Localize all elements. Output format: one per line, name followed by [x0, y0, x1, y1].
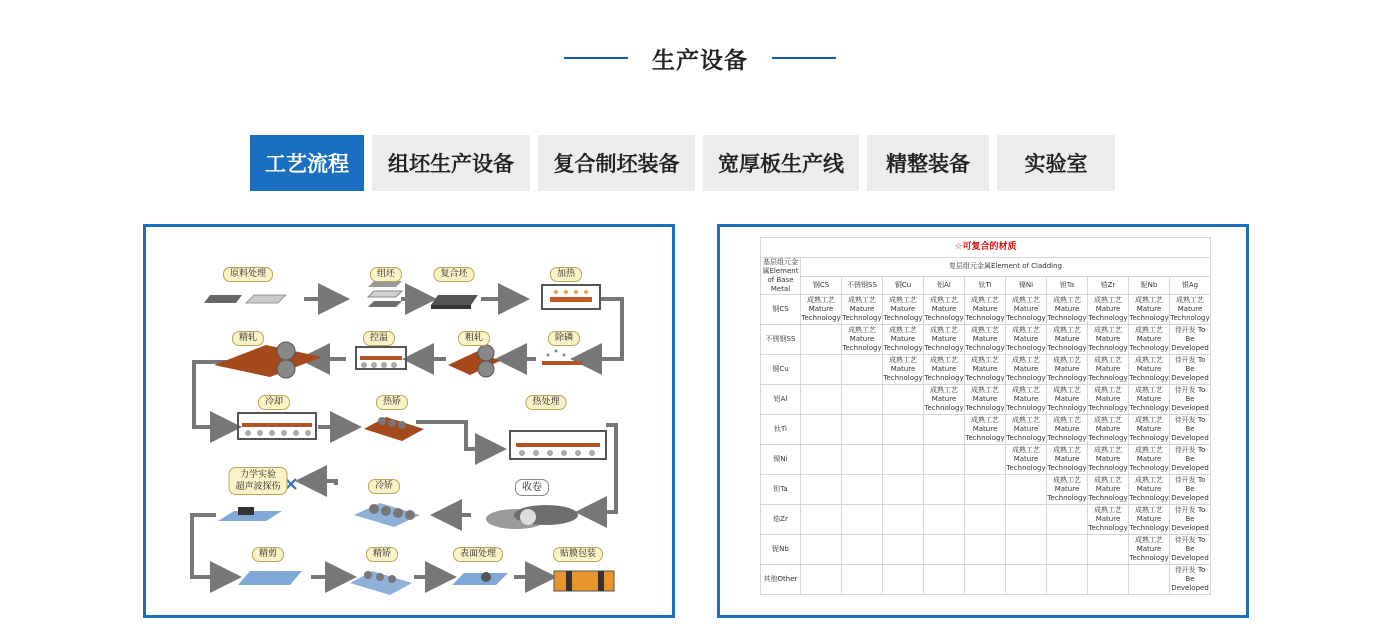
table-cell	[801, 415, 842, 445]
flow-label-surface: 表面处理	[453, 547, 503, 562]
table-cell: 成熟工艺 Mature Technology	[1047, 295, 1088, 325]
flow-label-hot-straighten: 热矫	[376, 395, 408, 410]
row-header: 铝Al	[761, 385, 801, 415]
table-cell: 成熟工艺 Mature Technology	[924, 355, 965, 385]
table-cell	[883, 415, 924, 445]
table-cell	[965, 445, 1006, 475]
table-cell: 成熟工艺 Mature Technology	[1088, 475, 1129, 505]
table-cell	[842, 415, 883, 445]
table-cell	[1047, 565, 1088, 595]
flow-label-assemble: 组坯	[370, 267, 402, 282]
table-cell	[801, 535, 842, 565]
flow-label-test-line1: 力学实验	[239, 470, 277, 480]
table-cell	[801, 325, 842, 355]
column-header: 铜Cu	[883, 276, 924, 295]
table-cell: 成熟工艺 Mature Technology	[1047, 355, 1088, 385]
column-header: 铝Al	[924, 276, 965, 295]
title-line-left	[564, 57, 628, 59]
flow-label-test	[228, 467, 287, 495]
table-cell	[924, 535, 965, 565]
table-cell: 成熟工艺 Mature Technology	[924, 325, 965, 355]
table-cell: 待开发 To Be Developed	[1170, 415, 1211, 445]
connector	[194, 362, 226, 427]
flow-label-fine-cut: 精剪	[252, 547, 284, 562]
table-cell	[842, 385, 883, 415]
row-header: 其他Other	[761, 565, 801, 595]
table-row	[761, 295, 1211, 325]
table-cell: 成熟工艺 Mature Technology	[924, 385, 965, 415]
table-cell: 成熟工艺 Mature Technology	[1170, 295, 1211, 325]
row-header: 钢CS	[761, 295, 801, 325]
fine-cut-plate	[238, 571, 302, 585]
cladding-column-group-header: 复层组元金属Element of Cladding	[801, 258, 1211, 277]
table-cell: 成熟工艺 Mature Technology	[1088, 355, 1129, 385]
row-header: 铌Nb	[761, 535, 801, 565]
title-line-right	[772, 57, 836, 59]
table-row	[761, 415, 1211, 445]
table-cell	[883, 505, 924, 535]
table-cell: 成熟工艺 Mature Technology	[1006, 445, 1047, 475]
connector	[416, 422, 491, 449]
column-header-row	[761, 276, 1211, 295]
table-cell	[842, 355, 883, 385]
table-cell: 成熟工艺 Mature Technology	[965, 295, 1006, 325]
table-cell: 成熟工艺 Mature Technology	[1129, 385, 1170, 415]
table-cell: 成熟工艺 Mature Technology	[1006, 295, 1047, 325]
flow-label-descale: 除磷	[548, 331, 580, 346]
table-row	[761, 565, 1211, 595]
table-cell: 成熟工艺 Mature Technology	[1088, 295, 1129, 325]
column-header: 铌Nb	[1129, 276, 1170, 295]
row-header: 锆Zr	[761, 505, 801, 535]
table-cell: 成熟工艺 Mature Technology	[1088, 445, 1129, 475]
table-cell: 成熟工艺 Mature Technology	[1006, 355, 1047, 385]
table-cell: 成熟工艺 Mature Technology	[1129, 325, 1170, 355]
test-bench	[218, 507, 282, 521]
heat-treatment-furnace	[510, 431, 606, 459]
table-cell: 成熟工艺 Mature Technology	[883, 295, 924, 325]
packaging	[554, 571, 614, 591]
flow-label-pack: 贴膜包装	[553, 547, 603, 562]
table-cell: 待开发 To Be Developed	[1170, 385, 1211, 415]
row-header: 镍Ni	[761, 445, 801, 475]
table-cell	[1088, 535, 1129, 565]
table-cell	[801, 385, 842, 415]
table-cell: 成熟工艺 Mature Technology	[1129, 445, 1170, 475]
table-cell: 待开发 To Be Developed	[1170, 355, 1211, 385]
descaling	[542, 350, 582, 366]
table-cell: 成熟工艺 Mature Technology	[1129, 535, 1170, 565]
connector	[311, 481, 336, 485]
column-header: 银Ag	[1170, 276, 1211, 295]
cladding-table	[760, 237, 1211, 595]
column-header: 不锈钢SS	[842, 276, 883, 295]
table-cell	[1006, 475, 1047, 505]
flow-label-raw: 原料处理	[223, 267, 273, 282]
table-cell: 成熟工艺 Mature Technology	[924, 295, 965, 325]
table-cell	[842, 505, 883, 535]
table-cell: 成熟工艺 Mature Technology	[1129, 475, 1170, 505]
tab-process-flow[interactable]: 工艺流程	[250, 135, 364, 191]
table-cell	[1047, 505, 1088, 535]
table-cell: 成熟工艺 Mature Technology	[965, 355, 1006, 385]
section-header	[0, 40, 1400, 76]
assemble-stack	[368, 281, 402, 307]
table-cell	[1047, 535, 1088, 565]
tab-finishing[interactable]: 精整装备	[867, 135, 989, 191]
flow-label-test-line2: 超声波探伤	[235, 482, 281, 492]
table-cell	[883, 475, 924, 505]
table-cell: 成熟工艺 Mature Technology	[965, 385, 1006, 415]
column-header: 钢CS	[801, 276, 842, 295]
flow-label-coil: 收卷	[515, 479, 549, 496]
flow-label-heat: 加热	[550, 267, 582, 282]
table-cell	[842, 475, 883, 505]
table-cell: 成熟工艺 Mature Technology	[1047, 415, 1088, 445]
table-cell	[1088, 565, 1129, 595]
table-cell	[1006, 565, 1047, 595]
cladding-table-title: ☆可复合的材质	[761, 238, 1211, 258]
table-cell: 成熟工艺 Mature Technology	[1047, 475, 1088, 505]
table-cell	[801, 565, 842, 595]
table-cell: 成熟工艺 Mature Technology	[801, 295, 842, 325]
flow-label-cool: 冷却	[258, 395, 290, 410]
table-cell	[965, 565, 1006, 595]
table-cell	[1006, 535, 1047, 565]
table-cell: 成熟工艺 Mature Technology	[1088, 325, 1129, 355]
table-cell: 成熟工艺 Mature Technology	[842, 325, 883, 355]
heating-furnace	[542, 285, 600, 309]
connector	[192, 515, 226, 577]
table-cell	[801, 475, 842, 505]
table-cell: 成熟工艺 Mature Technology	[1129, 505, 1170, 535]
hot-straightener	[364, 417, 424, 441]
table-cell	[965, 475, 1006, 505]
table-cell: 待开发 To Be Developed	[1170, 325, 1211, 355]
table-row	[761, 445, 1211, 475]
tab-billet-equipment[interactable]: 组坯生产设备	[372, 135, 530, 191]
table-cell: 成熟工艺 Mature Technology	[1129, 355, 1170, 385]
finish-straightener	[350, 571, 412, 595]
table-cell	[924, 505, 965, 535]
table-cell	[924, 445, 965, 475]
table-cell: 成熟工艺 Mature Technology	[1129, 295, 1170, 325]
table-cell: 成熟工艺 Mature Technology	[1088, 415, 1129, 445]
row-header: 铜Cu	[761, 355, 801, 385]
table-cell: 成熟工艺 Mature Technology	[1047, 325, 1088, 355]
flow-label-temp-ctrl: 控温	[363, 331, 395, 346]
page-title: 生产设备	[652, 47, 748, 74]
table-cell	[883, 565, 924, 595]
cladding-table-panel[interactable]	[717, 224, 1249, 618]
table-cell: 成熟工艺 Mature Technology	[1129, 415, 1170, 445]
table-row	[761, 385, 1211, 415]
tab-plate-line[interactable]: 宽厚板生产线	[703, 135, 859, 191]
table-cell	[924, 415, 965, 445]
flow-label-finish-roll: 精轧	[232, 331, 264, 346]
table-row	[761, 505, 1211, 535]
table-cell: 成熟工艺 Mature Technology	[965, 415, 1006, 445]
table-cell: 待开发 To Be Developed	[1170, 505, 1211, 535]
cold-straightener	[354, 503, 420, 527]
cooling-bed	[238, 413, 316, 439]
table-cell: 成熟工艺 Mature Technology	[1006, 325, 1047, 355]
table-cell	[842, 565, 883, 595]
table-cell: 待开发 To Be Developed	[1170, 475, 1211, 505]
table-cell: 待开发 To Be Developed	[1170, 565, 1211, 595]
table-cell: 成熟工艺 Mature Technology	[1006, 415, 1047, 445]
table-cell	[883, 535, 924, 565]
table-cell: 成熟工艺 Mature Technology	[842, 295, 883, 325]
rough-rolling-mill	[448, 345, 500, 377]
table-cell	[924, 565, 965, 595]
tab-composite-equipment[interactable]: 复合制坯装备	[538, 135, 695, 191]
table-cell: 成熟工艺 Mature Technology	[1088, 385, 1129, 415]
table-cell	[883, 385, 924, 415]
table-cell: 待开发 To Be Developed	[1170, 445, 1211, 475]
table-cell	[924, 475, 965, 505]
table-cell: 成熟工艺 Mature Technology	[1088, 505, 1129, 535]
table-cell	[842, 445, 883, 475]
connector	[591, 425, 616, 512]
surface-treatment	[452, 572, 508, 585]
table-row	[761, 355, 1211, 385]
table-cell	[965, 535, 1006, 565]
table-corner-header: 基层组元金属Element of Base Metal	[761, 258, 801, 295]
table-row	[761, 535, 1211, 565]
coil	[486, 505, 578, 529]
column-header: 钽Ta	[1047, 276, 1088, 295]
table-row	[761, 475, 1211, 505]
table-cell	[801, 355, 842, 385]
table-cell	[801, 505, 842, 535]
table-cell	[1129, 565, 1170, 595]
row-header: 钛Ti	[761, 415, 801, 445]
composite-billet	[431, 295, 478, 309]
flow-label-composite: 复合坯	[433, 267, 474, 282]
flow-label-rough-roll: 粗轧	[458, 331, 490, 346]
table-cell: 成熟工艺 Mature Technology	[1047, 445, 1088, 475]
process-flow-panel[interactable]	[143, 224, 675, 618]
table-cell: 成熟工艺 Mature Technology	[1047, 385, 1088, 415]
table-cell	[883, 445, 924, 475]
table-cell: 待开发 To Be Developed	[1170, 535, 1211, 565]
table-cell	[842, 535, 883, 565]
column-header: 钛Ti	[965, 276, 1006, 295]
row-header: 钽Ta	[761, 475, 801, 505]
table-cell: 成熟工艺 Mature Technology	[883, 325, 924, 355]
flow-label-finish-straighten: 精矫	[366, 547, 398, 562]
temperature-control	[356, 347, 406, 369]
table-cell	[965, 505, 1006, 535]
table-cell: 成熟工艺 Mature Technology	[883, 355, 924, 385]
column-header: 镍Ni	[1006, 276, 1047, 295]
tab-bar	[250, 135, 1123, 191]
finish-rolling-mill	[214, 342, 322, 378]
table-row	[761, 325, 1211, 355]
flow-label-heat-treat: 热处理	[525, 395, 566, 410]
raw-material-plates	[204, 295, 286, 303]
table-cell	[1006, 505, 1047, 535]
column-header: 锆Zr	[1088, 276, 1129, 295]
row-header: 不锈钢SS	[761, 325, 801, 355]
table-cell: 成熟工艺 Mature Technology	[1006, 385, 1047, 415]
table-cell: 成熟工艺 Mature Technology	[965, 325, 1006, 355]
tab-laboratory[interactable]: 实验室	[997, 135, 1115, 191]
table-cell	[801, 445, 842, 475]
flow-label-cold-straighten: 冷矫	[368, 479, 400, 494]
